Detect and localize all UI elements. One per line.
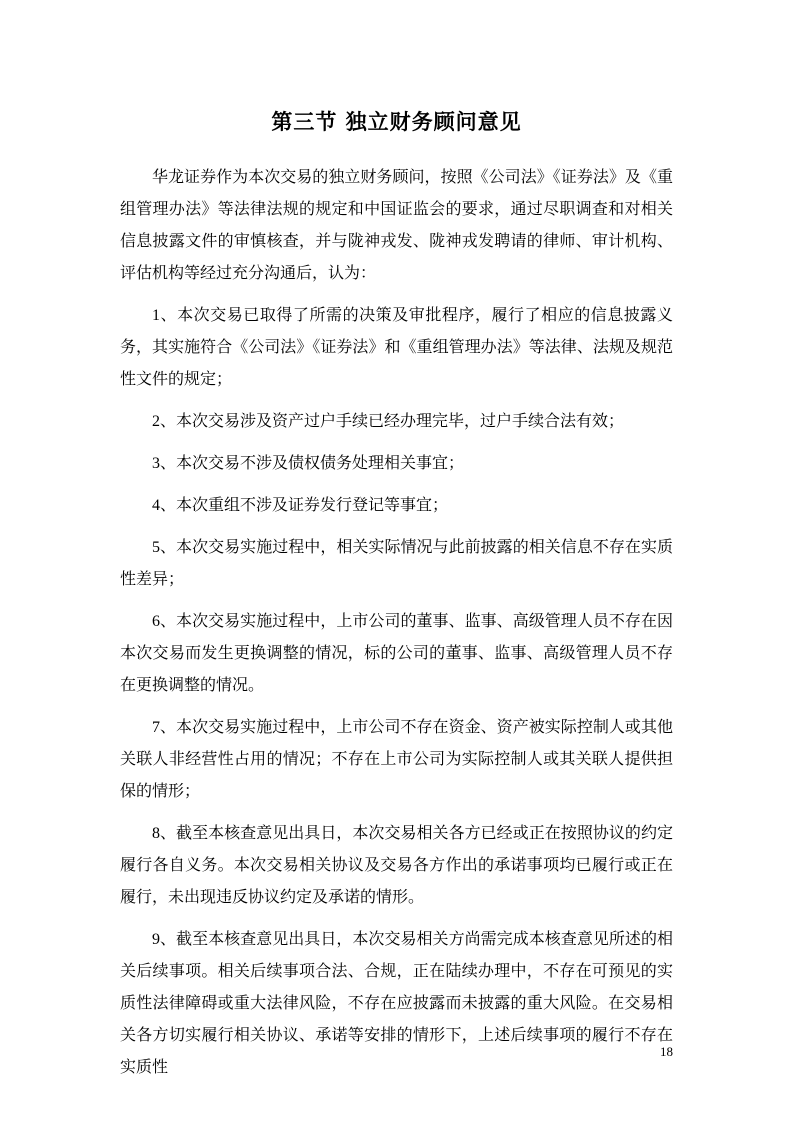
page-number: 18 [660,1044,673,1059]
paragraph-item-8: 8、截至本核查意见出具日，本次交易相关各方已经或正在按照协议的约定履行各自义务。本次交易相关协议及交易各方作出的承诺事项均已履行或正在履行，未出现违反协议约定及承诺的情形。 [120,825,673,906]
paragraph-intro: 华龙证券作为本次交易的独立财务顾问，按照《公司法》《证券法》及《重组管理办法》等法律法规的规定和中国证监会的要求，通过尽职调查和对相关信息披露文件的审慎核查，并与陇神戎发、陇神戎发聘请的律师、审计机构、评估机构等经过充分沟通后，认为： [120,169,673,282]
paragraph-item-1: 1、本次交易已取得了所需的决策及审批程序，履行了相应的信息披露义务，其实施符合《公司法》《证券法》和《重组管理办法》等法律、法规及规范性文件的规定； [120,307,673,388]
paragraph-item-4: 4、本次重组不涉及证券发行登记等事宜； [152,497,449,514]
paragraph-item-3: 3、本次交易不涉及债权债务处理相关事宜； [152,455,465,472]
paragraph-item-2: 2、本次交易涉及资产过户手续已经办理完毕，过户手续合法有效； [152,413,625,430]
section-title: 第三节 独立财务顾问意见 [271,110,522,134]
paragraph-item-6: 6、本次交易实施过程中，上市公司的董事、监事、高级管理人员不存在因本次交易而发生更换调整的情况，标的公司的董事、监事、高级管理人员不存在更换调整的情况。 [120,613,673,694]
paragraph-item-5: 5、本次交易实施过程中，相关实际情况与此前披露的相关信息不存在实质性差异； [120,539,673,588]
paragraph-item-9: 9、截至本核查意见出具日，本次交易相关方尚需完成本核查意见所述的相关后续事项。相关后续事项合法、合规，正在陆续办理中，不存在可预见的实质性法律障碍或重大法律风险，不存在应披露而未披露的重大风险。在交易相关各方切实履行相关协议、承诺等安排的情形下，上述后续事项的履行不存在实质性 [120,931,673,1076]
paragraph-item-7: 7、本次交易实施过程中，上市公司不存在资金、资产被实际控制人或其他关联人非经营性占用的情况；不存在上市公司为实际控制人或其关联人提供担保的情形； [120,719,673,800]
